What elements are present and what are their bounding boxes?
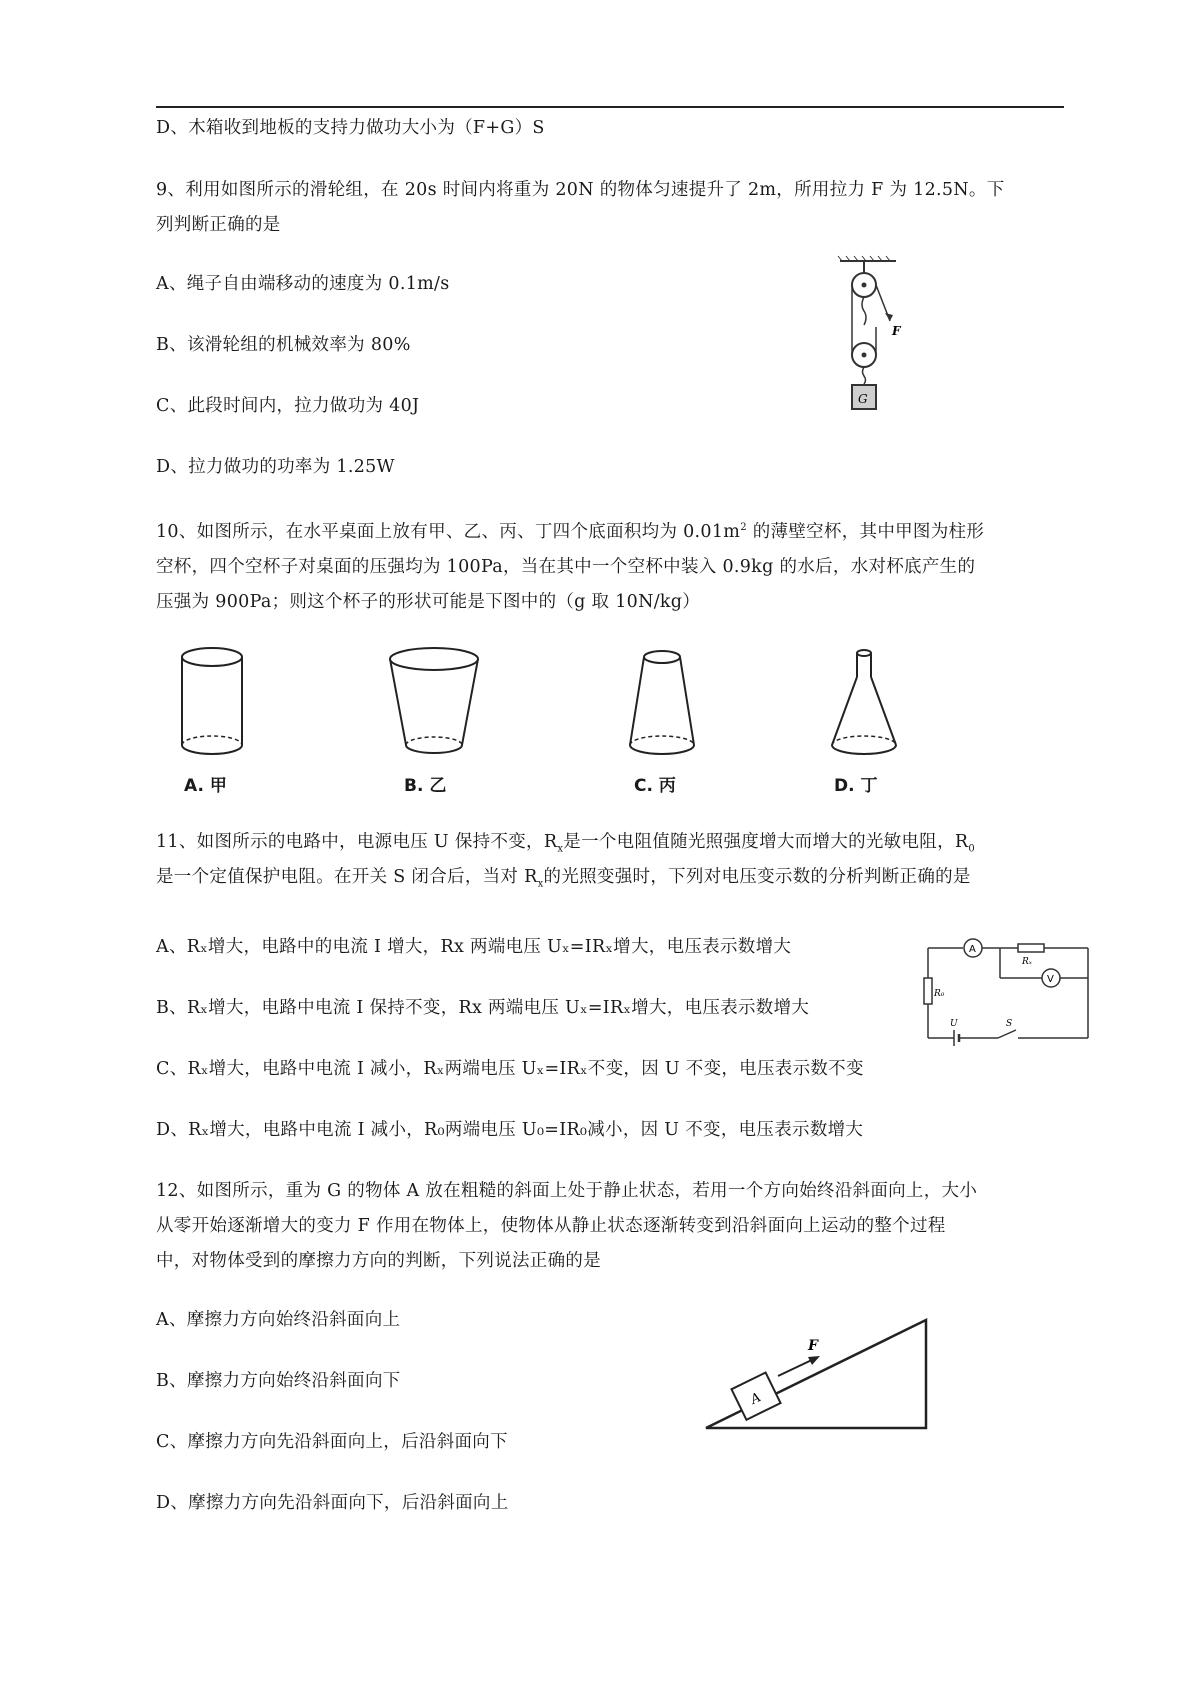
ammeter-label: A [969, 944, 976, 955]
q9-option-d: D、拉力做功的功率为 1.25W [156, 457, 395, 477]
q9-option-b: B、该滑轮组的机械效率为 80% [156, 335, 411, 355]
q12-option-d: D、摩擦力方向先沿斜面向下，后沿斜面向上 [156, 1493, 509, 1513]
q11-stem-line1: 11、如图所示的电路中，电源电压 U 保持不变，$R_x$是一个电阻值随光照强度增大而增大的光敏电阻，$R_0$ [156, 832, 976, 855]
circuit-diagram [918, 938, 1098, 1058]
cup-c-label: C. 丙 [634, 776, 676, 796]
incline-diagram [700, 1310, 940, 1440]
q12-option-c: C、摩擦力方向先沿斜面向上，后沿斜面向下 [156, 1432, 508, 1452]
q11-option-b: B、Rₓ增大，电路中电流 I 保持不变，Rx 两端电压 Uₓ=IRₓ增大，电压表示数增大 [156, 998, 810, 1018]
q10-stem-line1: 10、如图所示，在水平桌面上放有甲、乙、丙、丁四个底面积均为 $0.01m^2$ 的薄壁空杯，其中甲图为柱形 [156, 522, 985, 542]
pulley-diagram [830, 255, 910, 415]
pulley-force-label: F [892, 324, 901, 338]
q11-stem-line2: 是一个定值保护电阻。在开关 S 闭合后，当对 $R_x$的光照变强时，下列对电压变示数的分析判断正确的是 [156, 867, 971, 890]
u-label: U [950, 1019, 958, 1029]
cup-d-label: D. 丁 [834, 776, 878, 796]
q10-stem-line2: 空杯，四个空杯子对桌面的压强均为 100Pa，当在其中一个空杯中装入 0.9kg 的水后，水对杯底产生的 [156, 557, 976, 577]
rx-label: Rₓ [1022, 957, 1032, 967]
s-label: S [1006, 1019, 1013, 1029]
q11-option-a: A、Rₓ增大，电路中的电流 I 增大，Rx 两端电压 Uₓ=IRₓ增大，电压表示数增大 [156, 937, 792, 957]
q11-option-c: C、Rₓ增大，电路中电流 I 减小，Rₓ两端电压 Uₓ=IRₓ不变，因 U 不变，电压表示数不变 [156, 1059, 864, 1079]
q9-stem-line1: 9、利用如图所示的滑轮组，在 20s 时间内将重为 20N 的物体匀速提升了 2m，所用拉力 F 为 12.5N。下 [156, 180, 1005, 200]
cup-a-label: A. 甲 [184, 776, 227, 796]
r0-label: R₀ [934, 989, 945, 999]
q12-stem-line2: 从零开始逐渐增大的变力 F 作用在物体上，使物体从静止状态逐渐转变到沿斜面向上运动的整个过程 [156, 1216, 946, 1236]
q12-option-a: A、摩擦力方向始终沿斜面向上 [156, 1310, 401, 1330]
cup-c-figure [622, 645, 702, 765]
voltmeter-label: V [1047, 974, 1054, 985]
cup-b-label: B. 乙 [404, 776, 447, 796]
q12-stem-line1: 12、如图所示，重为 G 的物体 A 放在粗糙的斜面上处于静止状态，若用一个方向始终沿斜面向上，大小 [156, 1181, 978, 1201]
q9-stem-line2: 列判断正确的是 [156, 215, 281, 235]
q8-option-d: D、木箱收到地板的支持力做功大小为（F+G）S [156, 118, 545, 138]
q9-option-c: C、此段时间内，拉力做功为 40J [156, 396, 420, 416]
header-rule [156, 106, 1064, 108]
q9-option-a: A、绳子自由端移动的速度为 0.1m/s [156, 274, 450, 294]
pulley-weight-label: G [858, 392, 868, 406]
incline-block-label: A [748, 1390, 764, 1408]
cup-a-figure [172, 645, 252, 765]
cup-d-figure [824, 645, 904, 765]
cup-b-figure [384, 645, 484, 765]
q12-stem-line3: 中，对物体受到的摩擦力方向的判断，下列说法正确的是 [156, 1251, 601, 1271]
incline-force-label: F [808, 1338, 818, 1354]
q12-option-b: B、摩擦力方向始终沿斜面向下 [156, 1371, 401, 1391]
q10-stem-line3: 压强为 900Pa；则这个杯子的形状可能是下图中的（g 取 10N/kg） [156, 592, 701, 612]
q11-option-d: D、Rₓ增大，电路中电流 I 减小，R₀两端电压 U₀=IR₀减小，因 U 不变，电压表示数增大 [156, 1120, 864, 1140]
